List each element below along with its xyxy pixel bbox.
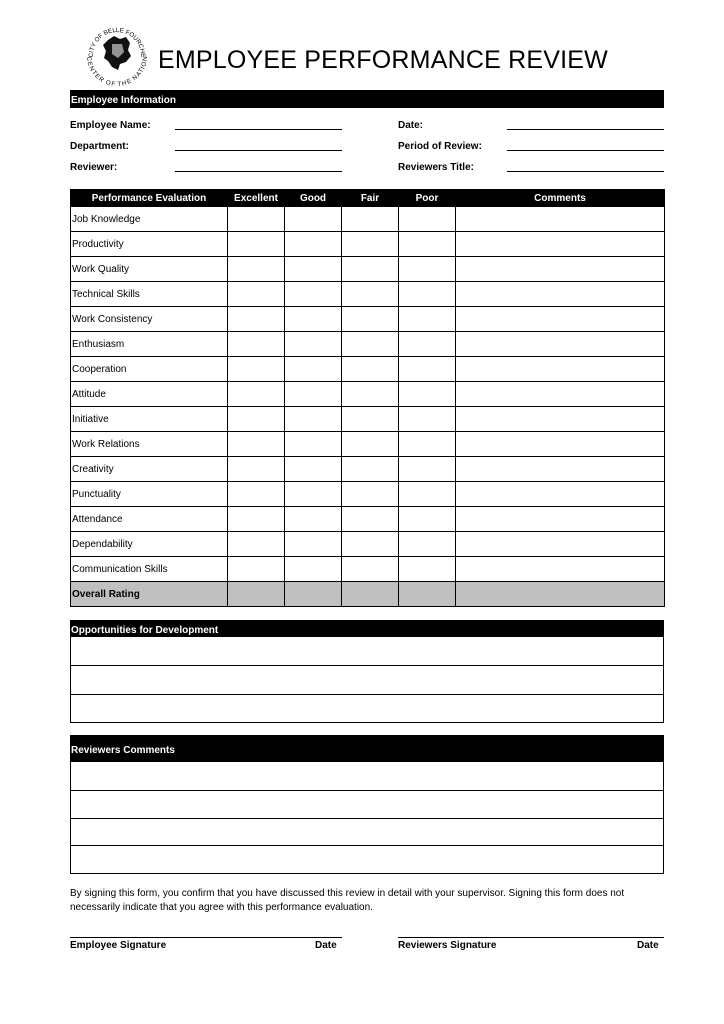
rating-good-cell[interactable] [285,507,342,532]
reviewer-signature-label: Reviewers Signature [398,940,497,951]
overall-rating-row [71,582,665,607]
reviewer-comments-box [70,762,664,874]
rating-fair-cell[interactable] [342,382,399,407]
rating-good-cell[interactable] [285,332,342,357]
rating-good-cell[interactable] [285,382,342,407]
date-label: Date: [398,120,424,131]
rating-fair-cell[interactable] [342,457,399,482]
comments-cell[interactable] [456,232,665,257]
overall-rating-label: Overall Rating [71,582,228,607]
criterion-label: Punctuality [71,482,228,507]
rating-excellent-cell[interactable] [228,457,285,482]
development-line[interactable] [71,637,663,665]
signature-disclaimer: By signing this form, you confirm that you have discussed this review in detail with your supervisor. Signing this form does not necessarily indicate that you agree with this performance evaluation. [70,888,625,913]
rating-poor-cell[interactable] [399,307,456,332]
rating-excellent-cell[interactable] [228,532,285,557]
reviewer-label: Reviewer: [70,162,118,173]
table-row [71,332,665,357]
reviewer-title-label: Reviewers Title: [398,162,474,173]
rating-poor-cell[interactable] [399,482,456,507]
city-seal-logo [84,20,150,86]
rating-excellent-cell[interactable] [228,557,285,582]
rating-good-cell[interactable] [285,207,342,232]
rating-good-cell[interactable] [285,557,342,582]
reviewer-field[interactable] [175,171,342,172]
column-header-good: Good [285,190,342,207]
department-field[interactable] [175,150,342,151]
table-row [71,232,665,257]
development-line[interactable] [71,694,663,722]
comments-cell[interactable] [456,357,665,382]
column-header-fair: Fair [342,190,399,207]
rating-fair-cell[interactable] [342,507,399,532]
criterion-label: Job Knowledge [71,207,228,232]
rating-excellent-cell[interactable] [228,407,285,432]
comments-cell[interactable] [456,207,665,232]
rating-poor-cell[interactable] [399,332,456,357]
rating-good-cell[interactable] [285,532,342,557]
criterion-label: Attitude [71,382,228,407]
rating-good-cell[interactable] [285,307,342,332]
comments-cell[interactable] [456,307,665,332]
rating-excellent-cell[interactable] [228,207,285,232]
rating-poor-cell[interactable] [399,457,456,482]
table-row [71,557,665,582]
rating-excellent-cell[interactable] [228,332,285,357]
rating-fair-cell[interactable] [342,332,399,357]
logo-top-text: CITY OF BELLE FOURCHE [87,26,147,58]
rating-fair-cell[interactable] [342,207,399,232]
employee-date-label: Date [315,940,337,951]
rating-fair-cell[interactable] [342,407,399,432]
reviewer-comments-heading: Reviewers Comments [70,735,664,762]
rating-fair-cell[interactable] [342,582,399,607]
rating-poor-cell[interactable] [399,257,456,282]
rating-excellent-cell[interactable] [228,357,285,382]
rating-poor-cell[interactable] [399,532,456,557]
comments-cell[interactable] [456,407,665,432]
criterion-label: Creativity [71,457,228,482]
comments-cell[interactable] [456,432,665,457]
rating-good-cell[interactable] [285,432,342,457]
date-field[interactable] [507,129,664,130]
criterion-label: Cooperation [71,357,228,382]
rating-poor-cell[interactable] [399,557,456,582]
criterion-label: Work Relations [71,432,228,457]
page-title: EMPLOYEE PERFORMANCE REVIEW [158,46,608,74]
criterion-label: Productivity [71,232,228,257]
table-row [71,532,665,557]
rating-excellent-cell[interactable] [228,307,285,332]
reviewer-comment-line[interactable] [71,845,663,873]
reviewer-title-field[interactable] [507,171,664,172]
rating-good-cell[interactable] [285,482,342,507]
criterion-label: Attendance [71,507,228,532]
rating-excellent-cell[interactable] [228,432,285,457]
rating-fair-cell[interactable] [342,557,399,582]
criterion-label: Initiative [71,407,228,432]
table-row [71,307,665,332]
rating-poor-cell[interactable] [399,407,456,432]
period-of-review-field[interactable] [507,150,664,151]
table-row [71,382,665,407]
criterion-label: Enthusiasm [71,332,228,357]
rating-excellent-cell[interactable] [228,482,285,507]
table-row [71,507,665,532]
performance-evaluation-table [70,189,665,607]
rating-excellent-cell[interactable] [228,382,285,407]
column-header-comments: Comments [456,190,665,207]
comments-cell[interactable] [456,582,665,607]
rating-poor-cell[interactable] [399,582,456,607]
rating-good-cell[interactable] [285,282,342,307]
rating-good-cell[interactable] [285,232,342,257]
comments-cell[interactable] [456,557,665,582]
reviewer-signature-line[interactable] [398,937,664,938]
table-row [71,282,665,307]
table-row [71,407,665,432]
rating-poor-cell[interactable] [399,432,456,457]
development-heading: Opportunities for Development [70,620,664,637]
criterion-label: Dependability [71,532,228,557]
period-of-review-label: Period of Review: [398,141,482,152]
department-label: Department: [70,141,129,152]
rating-poor-cell[interactable] [399,207,456,232]
reviewer-comment-line[interactable] [71,762,663,790]
rating-excellent-cell[interactable] [228,232,285,257]
reviewer-comment-line[interactable] [71,818,663,845]
criterion-label: Work Consistency [71,307,228,332]
table-row [71,482,665,507]
rating-poor-cell[interactable] [399,282,456,307]
rating-excellent-cell[interactable] [228,507,285,532]
criterion-label: Communication Skills [71,557,228,582]
table-row [71,207,665,232]
comments-cell[interactable] [456,332,665,357]
logo-bottom-text: CENTER OF THE NATION [84,56,150,86]
rating-poor-cell[interactable] [399,507,456,532]
table-row [71,457,665,482]
rating-excellent-cell[interactable] [228,282,285,307]
rating-fair-cell[interactable] [342,282,399,307]
table-row [71,257,665,282]
criterion-label: Technical Skills [71,282,228,307]
comments-cell[interactable] [456,532,665,557]
employee-signature-label: Employee Signature [70,940,167,951]
rating-poor-cell[interactable] [399,232,456,257]
development-box [70,637,664,723]
comments-cell[interactable] [456,382,665,407]
table-row [71,357,665,382]
column-header-excellent: Excellent [228,190,285,207]
column-header-poor: Poor [399,190,456,207]
rating-good-cell[interactable] [285,407,342,432]
comments-cell[interactable] [456,257,665,282]
employee-info-heading: Employee Information [70,90,664,108]
rating-poor-cell[interactable] [399,382,456,407]
reviewer-date-label: Date [637,940,659,951]
rating-poor-cell[interactable] [399,357,456,382]
rating-good-cell[interactable] [285,257,342,282]
development-line[interactable] [71,665,663,694]
rating-fair-cell[interactable] [342,357,399,382]
rating-fair-cell[interactable] [342,482,399,507]
employee-signature-line[interactable] [70,937,342,938]
employee-name-field[interactable] [175,129,342,130]
rating-fair-cell[interactable] [342,232,399,257]
table-row [71,432,665,457]
rating-fair-cell[interactable] [342,532,399,557]
rating-good-cell[interactable] [285,357,342,382]
rating-fair-cell[interactable] [342,257,399,282]
employee-name-label: Employee Name: [70,120,151,131]
criterion-label: Work Quality [71,257,228,282]
rating-good-cell[interactable] [285,457,342,482]
rating-excellent-cell[interactable] [228,582,285,607]
column-header-criteria: Performance Evaluation [71,190,228,207]
comments-cell[interactable] [456,507,665,532]
rating-fair-cell[interactable] [342,307,399,332]
evaluation-header-row [71,190,665,207]
comments-cell[interactable] [456,457,665,482]
reviewer-comment-line[interactable] [71,790,663,818]
rating-fair-cell[interactable] [342,432,399,457]
rating-excellent-cell[interactable] [228,257,285,282]
rating-good-cell[interactable] [285,582,342,607]
comments-cell[interactable] [456,482,665,507]
comments-cell[interactable] [456,282,665,307]
